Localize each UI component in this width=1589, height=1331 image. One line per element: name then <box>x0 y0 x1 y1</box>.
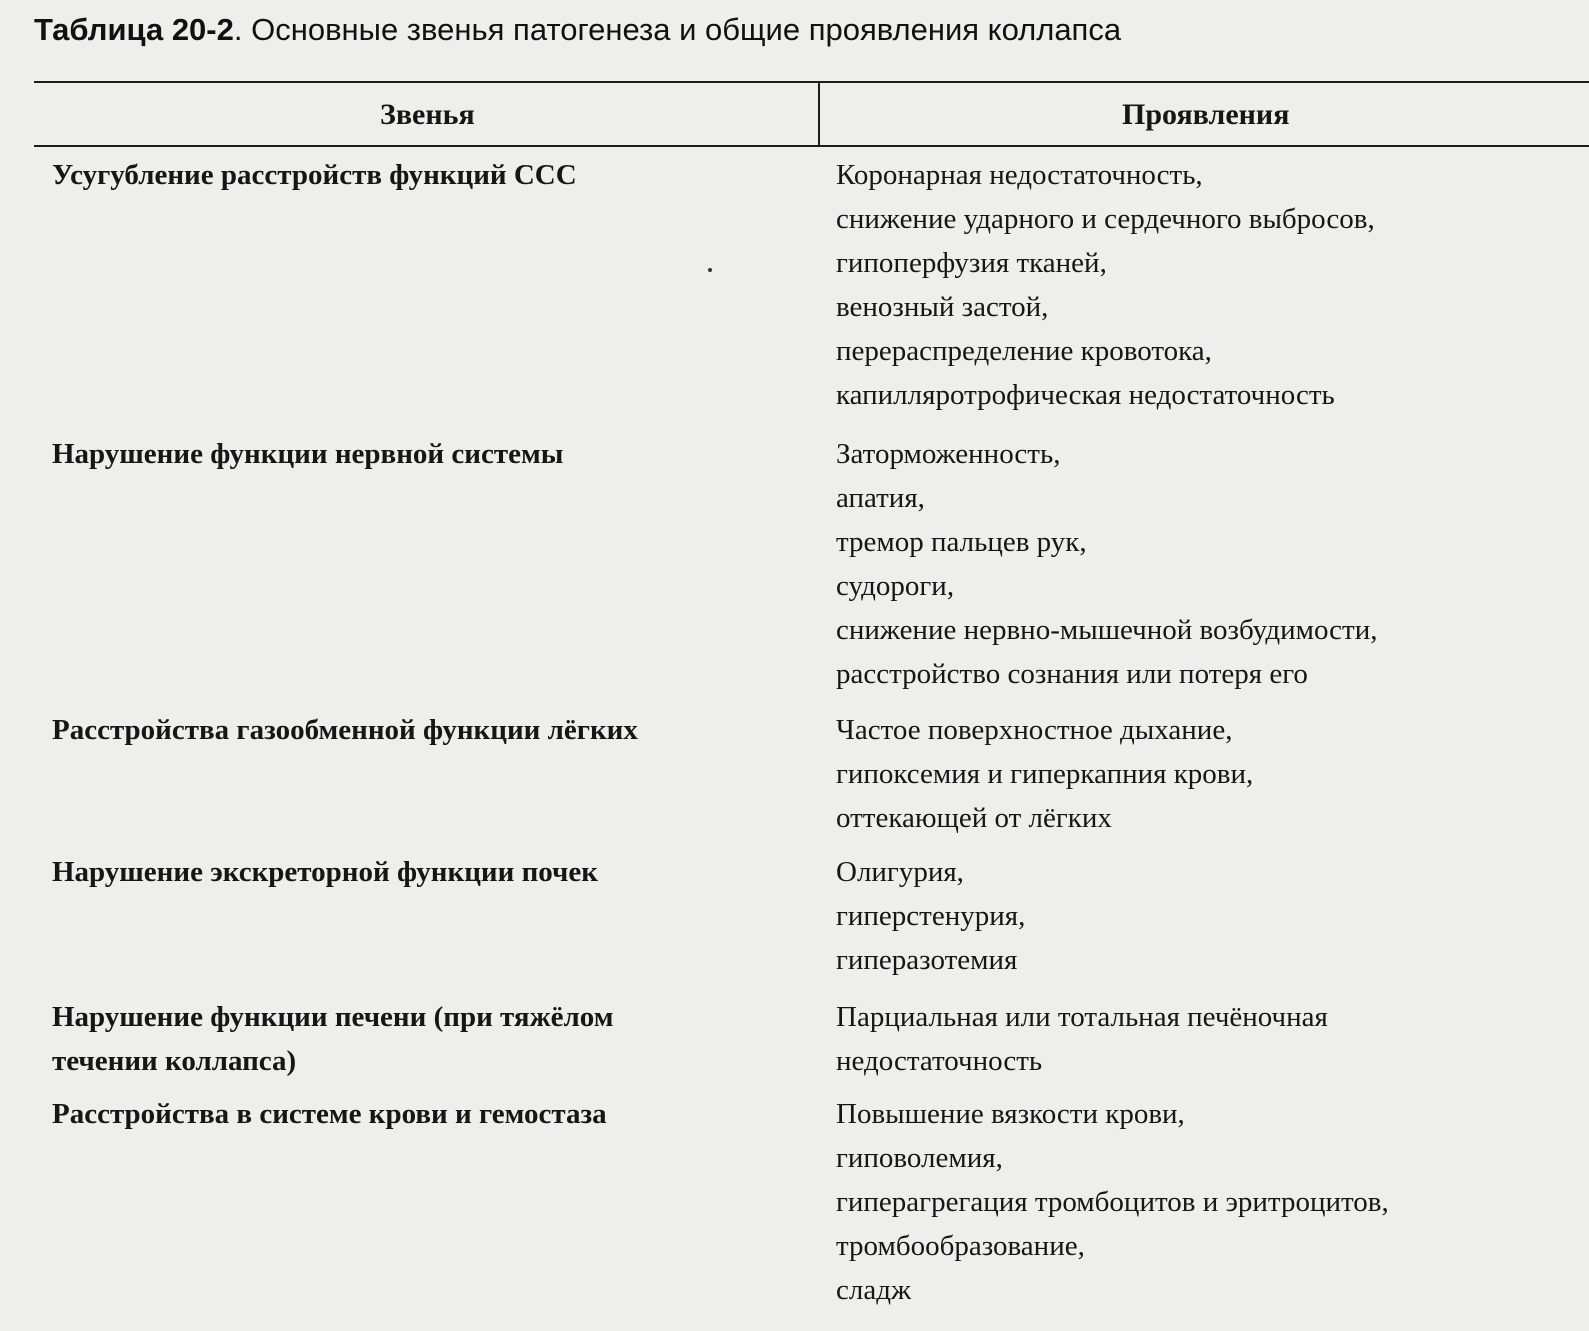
row-2-manifestation-6: расстройство сознания или потеря его <box>836 658 1308 690</box>
header-column-divider <box>818 83 820 145</box>
row-4-link-line-1: Нарушение экскреторной функции почек <box>52 856 598 888</box>
row-6-manifestation-2: гиповолемия, <box>836 1142 1003 1174</box>
row-2-link-line-1: Нарушение функции нервной системы <box>52 438 564 470</box>
row-1-link-line-1: Усугубление расстройств функций ССС <box>52 159 577 191</box>
row-6-manifestation-5: сладж <box>836 1274 912 1306</box>
row-2-manifestation-4: судороги, <box>836 570 955 602</box>
table-row-5-link <box>52 995 792 1083</box>
row-1-manifestation-4: венозный застой, <box>836 291 1049 323</box>
row-6-manifestation-1: Повышение вязкости крови, <box>836 1098 1185 1130</box>
table-row-6-manifestations <box>836 1092 1576 1312</box>
table-caption-label: Таблица 20-2 <box>34 12 234 47</box>
row-6-link-line-1: Расстройства в системе крови и гемостаза <box>52 1098 607 1130</box>
row-4-manifestation-3: гиперазотемия <box>836 944 1018 976</box>
table-caption <box>34 10 1121 50</box>
table-row-5-manifestations <box>836 995 1576 1083</box>
row-2-manifestation-5: снижение нервно-мышечной возбудимости, <box>836 614 1378 646</box>
column-header-manifestations: Проявления <box>1122 98 1290 131</box>
row-2-manifestation-2: апатия, <box>836 482 925 514</box>
row-2-manifestation-3: тремор пальцев рук, <box>836 526 1087 558</box>
row-1-manifestation-3: гипоперфузия тканей, <box>836 247 1107 279</box>
table-header-rule <box>34 145 1589 147</box>
row-5-link-line-1: Нарушение функции печени (при тяжёлом <box>52 1001 614 1033</box>
table-row-1-manifestations <box>836 153 1576 417</box>
table-row-2-manifestations <box>836 432 1576 696</box>
table-row-4-manifestations <box>836 850 1576 982</box>
row-6-manifestation-4: тромбообразование, <box>836 1230 1085 1262</box>
row-3-manifestation-2: гипоксемия и гиперкапния крови, <box>836 758 1254 790</box>
row-4-manifestation-2: гиперстенурия, <box>836 900 1026 932</box>
table-row-3-link <box>52 708 792 752</box>
row-5-link-line-2: течении коллапса) <box>52 1045 297 1077</box>
row-3-manifestation-1: Частое поверхностное дыхание, <box>836 714 1233 746</box>
scan-dot <box>708 268 712 272</box>
row-2-manifestation-1: Заторможенность, <box>836 438 1061 470</box>
row-1-manifestation-5: перераспределение кровотока, <box>836 335 1212 367</box>
row-1-manifestation-2: снижение ударного и сердечного выбросов, <box>836 203 1375 235</box>
row-3-link-line-1: Расстройства газообменной функции лёгких <box>52 714 638 746</box>
row-3-manifestation-3: оттекающей от лёгких <box>836 802 1112 834</box>
row-5-manifestation-2: недостаточность <box>836 1045 1043 1077</box>
table-row-2-link <box>52 432 792 476</box>
table-caption-text: . Основные звенья патогенеза и общие проявления коллапса <box>233 12 1122 47</box>
row-1-manifestation-1: Коронарная недостаточность, <box>836 159 1203 191</box>
row-6-manifestation-3: гиперагрегация тромбоцитов и эритроцитов, <box>836 1186 1389 1218</box>
table-row-4-link <box>52 850 792 894</box>
column-header-links: Звенья <box>380 98 475 131</box>
table-row-6-link <box>52 1092 792 1136</box>
table-row-3-manifestations <box>836 708 1576 840</box>
row-1-manifestation-6: капилляротрофическая недостаточность <box>836 379 1335 411</box>
table-top-rule <box>34 81 1589 83</box>
row-5-manifestation-1: Парциальная или тотальная печёночная <box>836 1001 1328 1033</box>
table-row-1-link <box>52 153 792 197</box>
row-4-manifestation-1: Олигурия, <box>836 856 964 888</box>
